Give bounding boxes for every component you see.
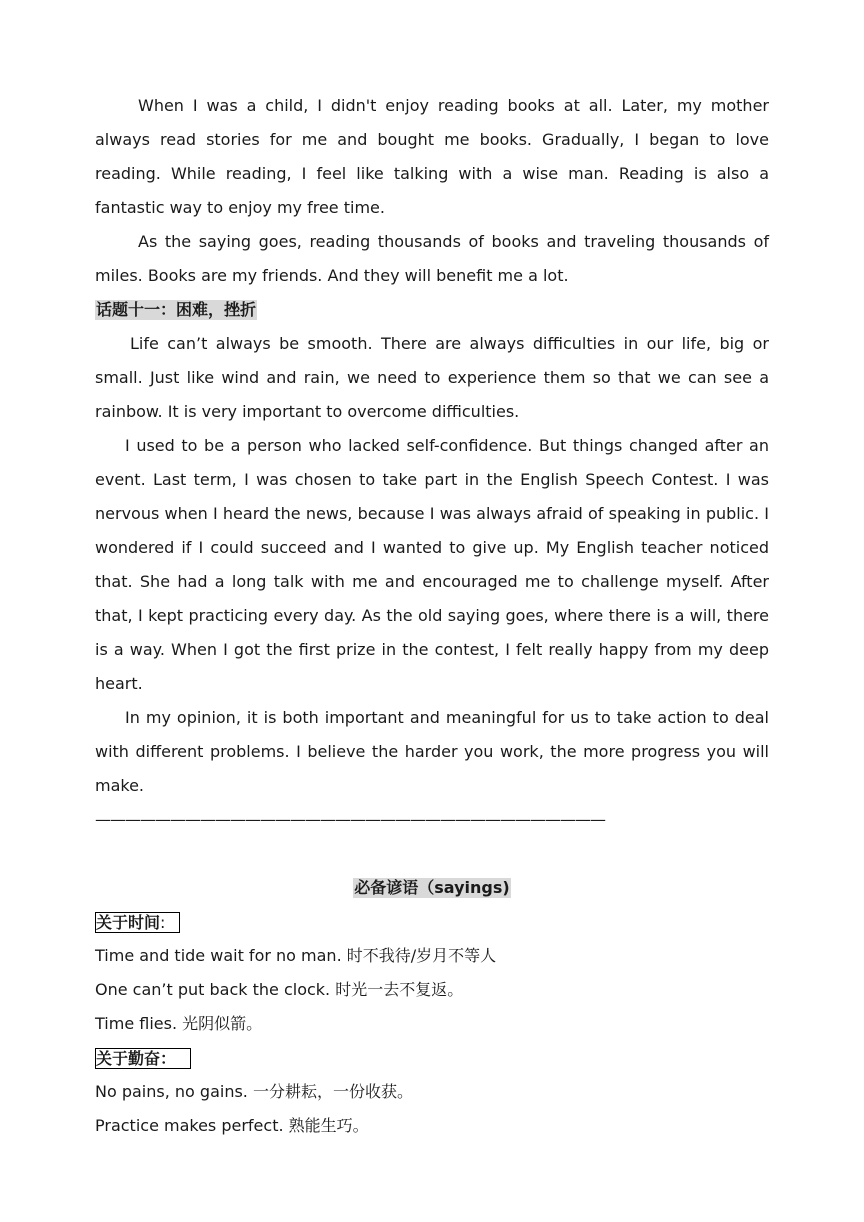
diligence-label: 关于勤奋 bbox=[96, 1048, 161, 1068]
time-label-box bbox=[95, 912, 180, 933]
saying-item: Time flies. 光阴似箭。 bbox=[95, 1014, 263, 1033]
saying-item: No pains, no gains. 一分耕耘，一份收获。 bbox=[95, 1082, 413, 1101]
essay-paragraph-1: When I was a child, I didn't enjoy reading books at all. Later, my mother always read stories for me and bought me books. Gradually, I began to love reading. While reading, I feel like talking with a wise man. Reading is also a fantastic way to enjoy my free time. bbox=[95, 96, 769, 217]
topic-paragraph-1: Life can’t always be smooth. There are always difficulties in our life, big or small. Just like wind and rain, we need to experience them so that we can see a rainbow. It is very important to overcome difficulties. bbox=[95, 334, 769, 421]
diligence-label-colon: ： bbox=[160, 1048, 177, 1068]
section-divider: —————————————————————————————————— bbox=[95, 810, 605, 829]
essay-paragraph-2: As the saying goes, reading thousands of books and traveling thousands of miles. Books are my friends. And they will benefit me a lot. bbox=[95, 232, 769, 285]
topic-heading-row bbox=[95, 293, 769, 327]
topic-heading: 话题十一：困难，挫折 bbox=[96, 300, 257, 319]
diligence-label-row bbox=[95, 1041, 769, 1075]
saying-item: Time and tide wait for no man. 时不我待/岁月不等人 bbox=[95, 946, 497, 965]
document-page bbox=[95, 89, 769, 1143]
saying-item: Practice makes perfect. 熟能生巧。 bbox=[95, 1116, 369, 1135]
time-label-row bbox=[95, 905, 769, 939]
topic-paragraph-3: In my opinion, it is both important and meaningful for us to take action to deal with different problems. I believe the harder you work, the more progress you will make. bbox=[95, 708, 769, 795]
topic-paragraph-2: I used to be a person who lacked self-confidence. But things changed after an event. Last term, I was chosen to take part in the English Speech Contest. I was nervous when I heard the news, because I was always afraid of speaking in public. I wondered if I could succeed and I wanted to give up. My English teacher noticed that. She had a long talk with me and encouraged me to challenge myself. After that, I kept practicing every day. As the old saying goes, where there is a will, there is a way. When I got the first prize in the contest, I felt really happy from my deep heart. bbox=[95, 436, 769, 693]
sayings-title: 必备谚语（sayings) bbox=[354, 878, 510, 897]
blank-line bbox=[95, 837, 769, 871]
time-label: 关于时间 bbox=[96, 912, 161, 932]
saying-item: One can’t put back the clock. 时光一去不复返。 bbox=[95, 980, 464, 999]
time-label-colon: : bbox=[160, 912, 166, 932]
sayings-title-row bbox=[95, 871, 769, 905]
diligence-label-box bbox=[95, 1048, 191, 1069]
